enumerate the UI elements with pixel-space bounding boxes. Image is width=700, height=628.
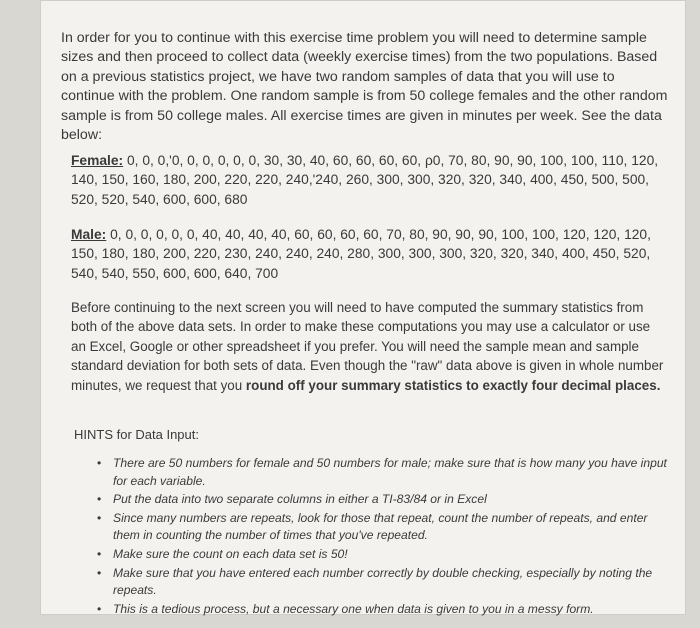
female-data [71, 151, 666, 209]
male-data [71, 225, 666, 283]
instructions-text: Before continuing to the next screen you will need to have computed the summary statistics from both of the above data sets. In order to make these computations you may use a calculator or use an Excel, Google or other spreadsheet if you prefer. You will need the sample mean and sample standard deviation for both sets of data. Even though the "raw" data above is given in whole number minutes, we request that you [71, 300, 664, 393]
hint-text: There are 50 numbers for female and 50 numbers for male; make sure that is how many you have input for each variable. [113, 456, 667, 488]
hints-list [97, 455, 677, 619]
list-item [97, 491, 677, 509]
bullet-icon: • [97, 492, 102, 507]
hint-text: Put the data into two separate columns in either a TI-83/84 or in Excel [113, 492, 487, 507]
list-item [97, 455, 677, 490]
female-values: 0, 0, 0,'0, 0, 0, 0, 0, 0, 30, 30, 40, 60, 60, 60, 60, ρ0, 70, 80, 90, 90, 100, 100, 110, 120, 140, 150, 160, 180, 200, 220, 220, 240,'240, 260, 300, 300, 320, 320, 340, 400, 450, 500, 500, 520, 520, 540, 600, 600, 680 [71, 153, 659, 207]
bullet-icon: • [97, 510, 102, 525]
hint-text: Make sure the count on each data set is 50! [113, 546, 348, 561]
list-item [97, 565, 677, 600]
bullet-icon: • [97, 546, 102, 561]
hint-text: Since many numbers are repeats, look for those that repeat, count the number of repeats, and enter them in counting the number of times that you've repeated. [113, 510, 648, 543]
bullet-icon: • [97, 456, 102, 470]
hints-title: HINTS for Data Input: [74, 427, 199, 442]
hint-text: Make sure that you have entered each number correctly by double checking, especially by noting the repeats. [113, 565, 653, 598]
hint-text: This is a tedious process, but a necessary one when data is given to you in a messy form. [113, 601, 594, 616]
bullet-icon: • [97, 565, 102, 580]
female-label: Female: [71, 153, 124, 168]
document-page [40, 0, 686, 615]
list-item [97, 601, 677, 619]
male-label: Male: [71, 227, 107, 242]
intro-paragraph: In order for you to continue with this exercise time problem you will need to determine sample sizes and then proceed to collect data (weekly exercise times) from the two populations. Based on a previous statistics project, we have two random samples of data that you will use to continue with the problem. One random sample is from 50 college females and the other random sample is from 50 college males. All exercise times are given in minutes per week. See the data below: [61, 30, 668, 144]
list-item [97, 510, 677, 545]
male-values: 0, 0, 0, 0, 0, 0, 40, 40, 40, 40, 60, 60, 60, 60, 70, 80, 90, 90, 90, 100, 100, 120, 120, 120, 150, 180, 180, 200, 220, 230, 240, 240, 240, 280, 300, 300, 300, 320, 320, 340, 400, 450, 520, 540, 540, 550, 600, 600, 640, 700 [71, 227, 651, 281]
list-item [97, 546, 677, 564]
bullet-icon: • [97, 601, 102, 616]
instructions-bold-text: round off your summary statistics to exactly four decimal places. [245, 377, 661, 393]
instructions-paragraph [71, 298, 666, 395]
